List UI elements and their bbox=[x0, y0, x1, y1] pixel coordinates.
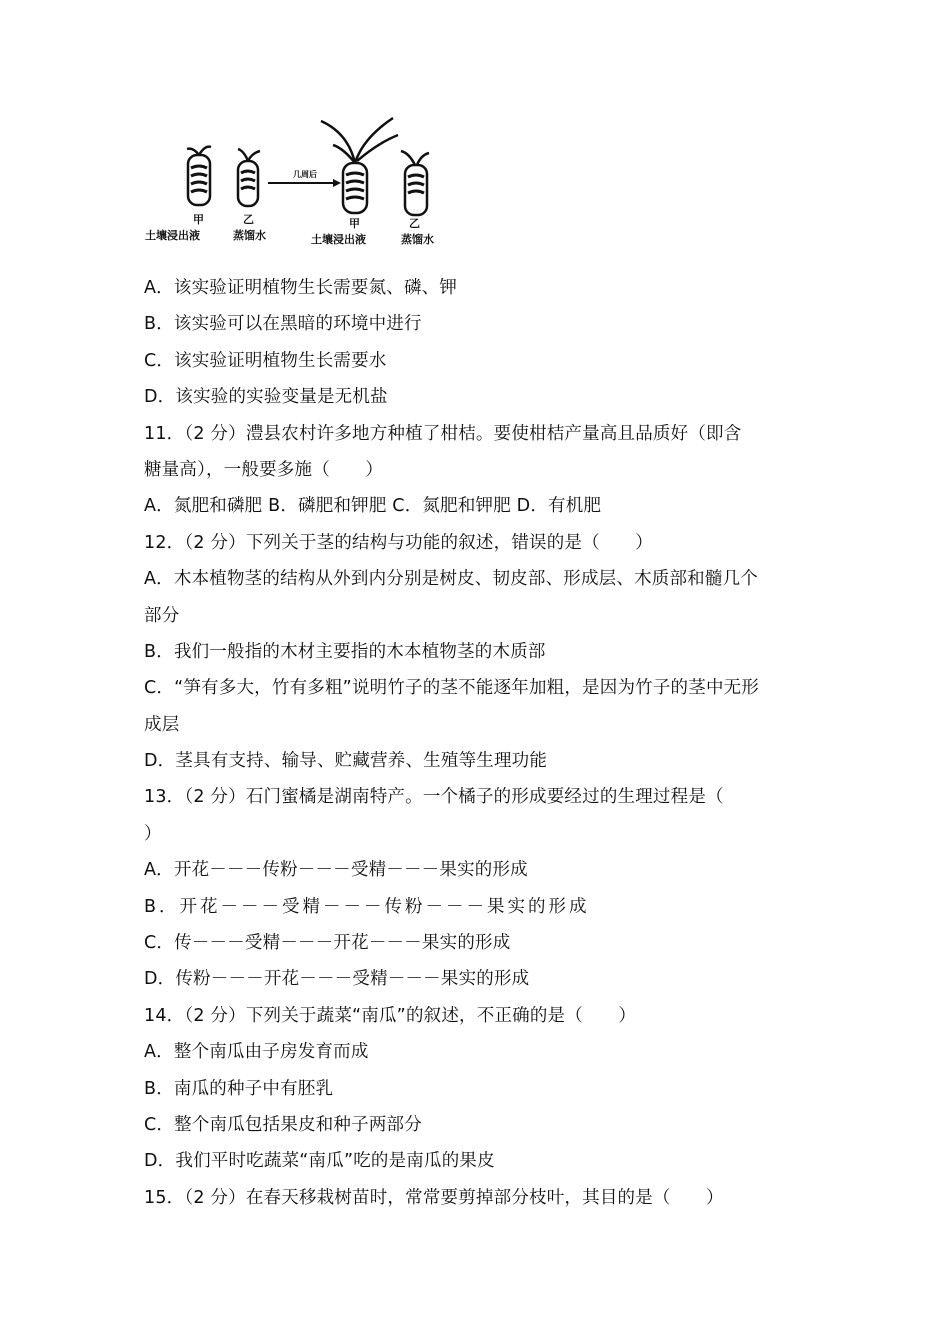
label-soil-right: 土壤浸出液 bbox=[311, 233, 366, 246]
option-line: B．开花－－－受精－－－传粉－－－果实的形成 bbox=[144, 896, 590, 917]
label-water-left: 蒸馏水 bbox=[233, 229, 266, 242]
option-line: A．木本植物茎的结构从外到内分别是树皮、韧皮部、形成层、木质部和髓几个 bbox=[144, 569, 758, 590]
test-tube-illustration bbox=[143, 113, 455, 248]
option-line: B．南瓜的种子中有胚乳 bbox=[144, 1078, 334, 1099]
label-jia-left: 甲 bbox=[193, 213, 204, 226]
option-line-cont: 成层 bbox=[144, 714, 180, 735]
option-line: A．整个南瓜由子房发育而成 bbox=[144, 1042, 369, 1063]
question-13-cont: ） bbox=[144, 823, 162, 844]
question-14: 14．（2 分）下列关于蔬菜“南瓜”的叙述，不正确的是（ ） bbox=[144, 1005, 637, 1026]
option-line: C．“笋有多大，竹有多粗”说明竹子的茎不能逐年加粗，是因为竹子的茎中无形 bbox=[144, 678, 760, 699]
option-line: D．该实验的实验变量是无机盐 bbox=[144, 387, 388, 408]
label-soil-left: 土壤浸出液 bbox=[145, 229, 200, 242]
option-line: D．我们平时吃蔬菜“南瓜”吃的是南瓜的果皮 bbox=[144, 1151, 495, 1172]
option-line-cont: 部分 bbox=[144, 605, 180, 626]
question-11: 11．（2 分）澧县农村许多地方种植了柑桔。要使柑桔产量高且品质好（即含 bbox=[144, 423, 742, 444]
label-jia-right: 甲 bbox=[349, 217, 360, 230]
question-13: 13．（2 分）石门蜜橘是湖南特产。一个橘子的形成要经过的生理过程是（ bbox=[144, 787, 724, 808]
question-12: 12．（2 分）下列关于茎的结构与功能的叙述，错误的是（ ） bbox=[144, 532, 653, 553]
question-11-options: A．氮肥和磷肥 B．磷肥和钾肥 C．氮肥和钾肥 D．有机肥 bbox=[144, 496, 602, 517]
question-15: 15．（2 分）在春天移栽树苗时，常常要剪掉部分枝叶，其目的是（ ） bbox=[144, 1187, 724, 1208]
time-arrow bbox=[268, 179, 341, 187]
tube-yi-after bbox=[401, 151, 429, 215]
tube-jia-before bbox=[187, 147, 211, 205]
option-line: A．该实验证明植物生长需要氮、磷、钾 bbox=[144, 278, 458, 298]
label-yi-left: 乙 bbox=[243, 213, 254, 226]
question-text bbox=[144, 270, 824, 1216]
tube-jia-after bbox=[321, 118, 398, 213]
option-line: D．茎具有支持、输导、贮藏营养、生殖等生理功能 bbox=[144, 751, 548, 772]
option-line: B．该实验可以在黑暗的环境中进行 bbox=[144, 314, 422, 335]
experiment-figure bbox=[143, 113, 455, 248]
question-11-cont: 糖量高），一般要多施（ ） bbox=[144, 459, 384, 480]
option-line: D．传粉－－－开花－－－受精－－－果实的形成 bbox=[144, 969, 530, 990]
arrow-label: 几周后 bbox=[293, 170, 317, 179]
option-line: A．开花－－－传粉－－－受精－－－果实的形成 bbox=[144, 860, 528, 881]
option-line: B．我们一般指的木材主要指的木本植物茎的木质部 bbox=[144, 641, 546, 662]
option-line: C．整个南瓜包括果皮和种子两部分 bbox=[144, 1114, 422, 1135]
option-line: C．传－－－受精－－－开花－－－果实的形成 bbox=[144, 933, 511, 954]
tube-yi-before bbox=[238, 149, 260, 206]
label-water-right: 蒸馏水 bbox=[401, 233, 434, 246]
label-yi-right: 乙 bbox=[409, 217, 420, 230]
option-line: C．该实验证明植物生长需要水 bbox=[144, 350, 387, 371]
